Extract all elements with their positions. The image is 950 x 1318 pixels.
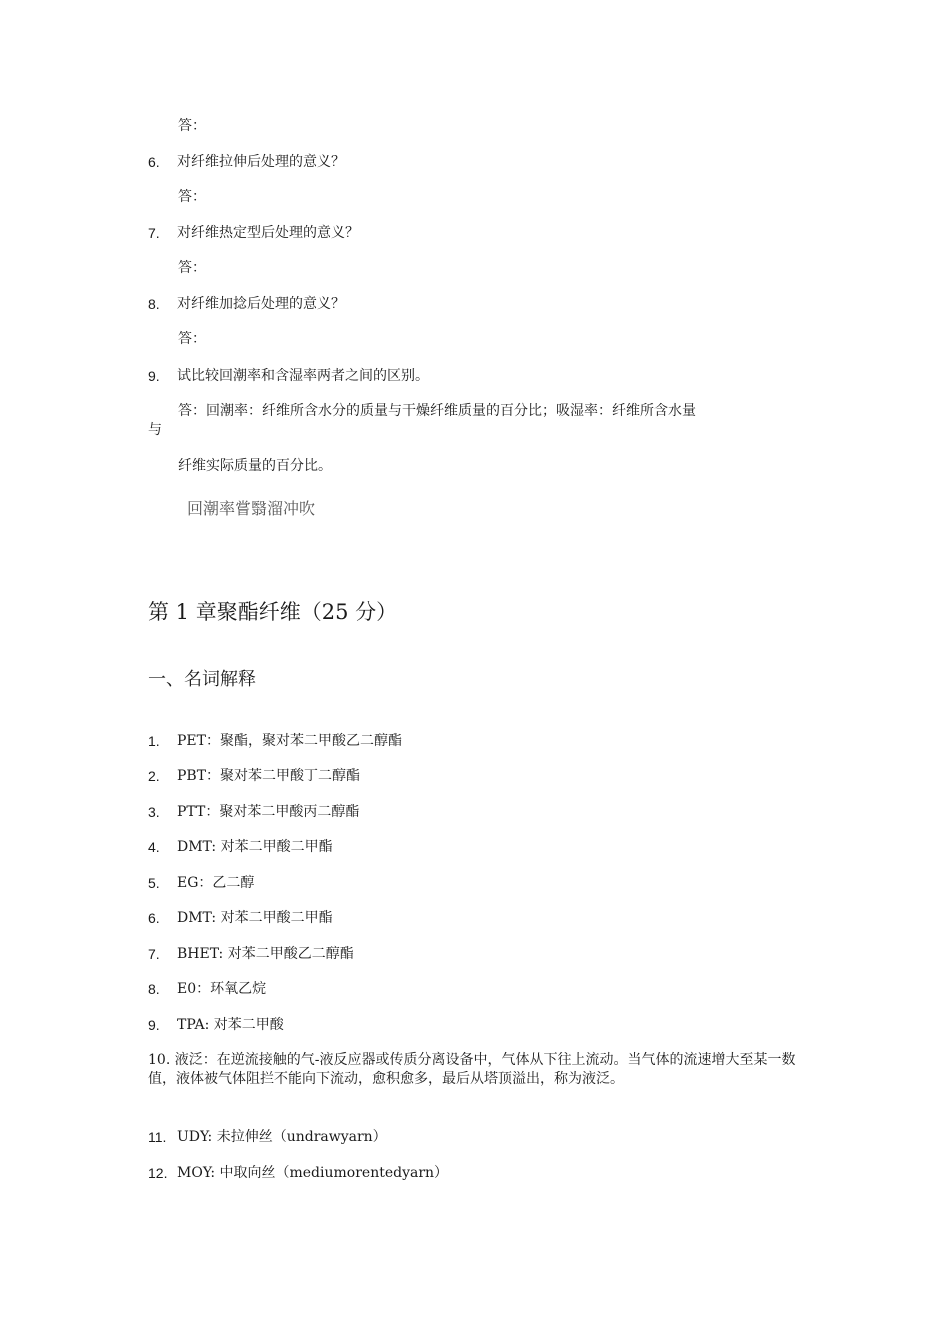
list-item: DMT: 对苯二甲酸二甲酯 (177, 910, 333, 926)
list-item-number: 3. (148, 804, 160, 820)
question-number: 9. (148, 368, 160, 384)
answer-label: 答： (178, 118, 206, 134)
garbled-text: 回潮率嘗翳溜冲吹 (187, 499, 316, 518)
list-item: PTT：聚对苯二甲酸丙二醇酯 (177, 804, 360, 820)
list-item-number: 7. (148, 946, 160, 962)
question-text: 试比较回潮率和含湿率两者之间的区别。 (177, 368, 429, 384)
answer-text: 答：回潮率：纤维所含水分的质量与干燥纤维质量的百分比；吸湿率：纤维所含水量 (178, 403, 696, 419)
question-number: 6. (148, 154, 160, 170)
question-text: 对纤维热定型后处理的意义？ (177, 225, 359, 241)
list-item: E0：环氧乙烷 (177, 981, 267, 997)
answer-text: 纤维实际质量的百分比。 (178, 458, 332, 474)
answer-label: 答： (178, 331, 206, 347)
list-item: PBT：聚对苯二甲酸丁二醇酯 (177, 768, 361, 784)
answer-wrap-text: 与 (148, 422, 162, 438)
list-item: PET：聚酯，聚对苯二甲酸乙二醇酯 (177, 733, 402, 749)
list-item-number: 12. (148, 1165, 168, 1181)
list-item: TPA: 对苯二甲酸 (177, 1017, 284, 1033)
list-item-number: 6. (148, 910, 160, 926)
answer-label: 答： (178, 260, 206, 276)
question-text: 对纤维加捻后处理的意义？ (177, 296, 345, 312)
list-item-number: 4. (148, 839, 160, 855)
list-item-number: 8. (148, 981, 160, 997)
question-number: 8. (148, 296, 160, 312)
list-item: MOY: 中取向丝（mediumorentedyarn） (177, 1165, 449, 1181)
list-item-number: 5. (148, 875, 160, 891)
list-item: UDY: 未拉伸丝（undrawyarn） (177, 1129, 387, 1145)
list-item: EG：乙二醇 (177, 875, 255, 891)
list-item-number: 11. (148, 1129, 167, 1145)
section-title: 一、名词解释 (148, 669, 256, 690)
list-item: BHET: 对苯二甲酸乙二醇酯 (177, 946, 354, 962)
answer-label: 答： (178, 189, 206, 205)
question-text: 对纤维拉伸后处理的意义？ (177, 154, 345, 170)
question-number: 7. (148, 225, 160, 241)
list-item-number: 2. (148, 768, 160, 784)
list-item-paragraph: 10. 液泛：在逆流接触的气-液反应器或传质分离设备中，气体从下往上流动。当气体的流速增大至某一数值，液体被气体阻拦不能向下流动，愈积愈多，最后从塔顶溢出，称为液泛。 (148, 1052, 796, 1087)
chapter-title: 第 1 章聚酯纤维（25 分） (148, 600, 398, 624)
list-item-number: 9. (148, 1017, 160, 1033)
list-item: DMT: 对苯二甲酸二甲酯 (177, 839, 333, 855)
list-item-number: 1. (148, 733, 160, 749)
